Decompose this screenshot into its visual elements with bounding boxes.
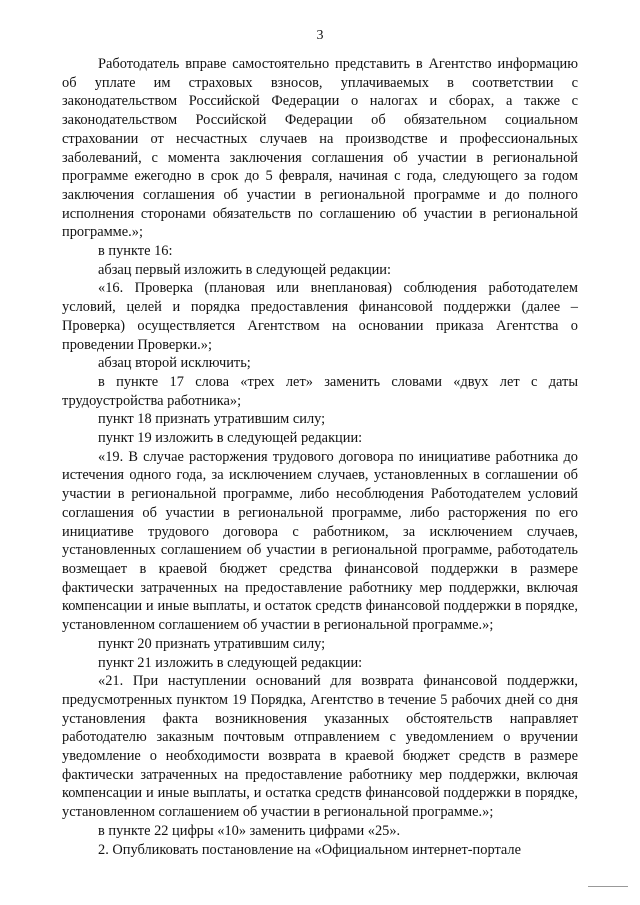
paragraph-publish: 2. Опубликовать постановление на «Официальном интернет-портале (98, 841, 521, 858)
paragraph-clause-20: пункт 20 признать утратившим силу; (98, 635, 326, 652)
document-body (62, 55, 578, 859)
paragraph-clause-16-intro: в пункте 16: (98, 243, 173, 260)
page-number: 3 (316, 28, 324, 43)
paragraph-clause-19-text: «19. В случае расторжения трудового договора по инициативе работника до истечения одного года, за исключением случаев, установленных в соглашении об участии в региональной программе, либо несоблюдения Работодателем условий соглашения об участии в региональной программе, либо расторжения по его инициативе трудового договора с работником, за исключением случаев, установленных соглашением об участии в региональной программе, работодатель возмещает в краевой бюджет средства финансовой поддержки в размере фактически затраченных на предоставление работнику мер поддержки, включая компенсации и иные выплаты, и остаток средств финансовой поддержки в порядке, установленном соглашением об участии в региональной программе.»; (62, 448, 578, 634)
footer-rule (588, 886, 628, 887)
paragraph-second-abzac-exclude: абзац второй исключить; (98, 355, 251, 372)
paragraph-clause-22: в пункте 22 цифры «10» заменить цифрами «25». (98, 822, 401, 839)
paragraph-clause-18: пункт 18 признать утратившим силу; (98, 411, 326, 428)
paragraph-clause-21-intro: пункт 21 изложить в следующей редакции: (98, 654, 363, 671)
paragraph-clause-17: в пункте 17 слова «трех лет» заменить словами «двух лет с даты трудоустройства работника»; (62, 373, 578, 409)
paragraph-clause-21-text: «21. При наступлении оснований для возврата финансовой поддержки, предусмотренных пунктом 19 Порядка, Агентство в течение 5 рабочих дней со дня установления факта возникновения указанных обстоятельств направляет работодателю заказным почтовым отправлением с уведомлением о вручении уведомление о необходимости возврата в краевой бюджет средств в размере фактически затраченных на предоставление работнику мер поддержки, включая компенсации и иные выплаты, и остатка средств финансовой поддержки в порядке, установленном соглашением об участии в региональной программе.»; (62, 673, 578, 821)
paragraph-clause-19-intro: пункт 19 изложить в следующей редакции: (98, 430, 363, 447)
paragraph-employer-right: Работодатель вправе самостоятельно представить в Агентство информацию об уплате им страховых взносов, уплачиваемых в соответствии с законодательством Российской Федерации о налогах и сборах, а также с законодательством Российской Федерации об обязательном социальном страховании от несчастных случаев на производстве и профессиональных заболеваний, с момента заключения соглашения об участии в региональной программе ежегодно в срок до 5 февраля, начиная с года, следующего за годом заключения соглашения об участии в региональной программе и до полного исполнения сторонами обязательств по соглашению об участии в региональной программе.»; (62, 56, 578, 241)
paragraph-clause-16-text: «16. Проверка (плановая или внеплановая) соблюдения работодателем условий, целей и порядка предоставления финансовой поддержки (далее – Проверка) осуществляется Агентством на основании приказа Агентства о проведении Проверки.»; (62, 280, 578, 353)
paragraph-first-abzac: абзац первый изложить в следующей редакции: (98, 261, 392, 278)
